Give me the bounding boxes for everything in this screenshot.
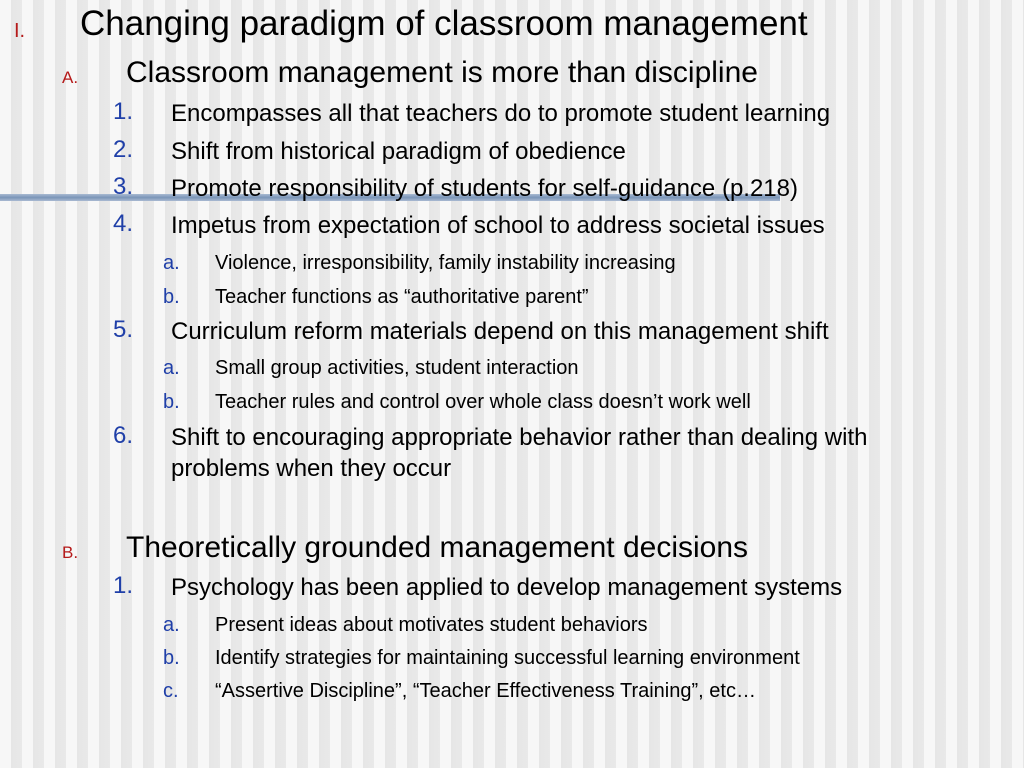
sub-list-item-marker: a. xyxy=(163,614,180,636)
list-item-marker: 5. xyxy=(113,316,134,343)
sub-list-item-marker: c. xyxy=(163,680,179,702)
list-item-text-line-2: problems when they occur xyxy=(171,455,452,482)
sub-list-item-text: Teacher rules and control over whole class doesn’t work well xyxy=(215,391,751,413)
section-b-marker: B. xyxy=(62,543,79,562)
sub-list-item-text: Present ideas about motivates student behaviors xyxy=(215,614,648,636)
list-item-text-line-1: Shift to encouraging appropriate behavior rather than dealing with xyxy=(171,424,868,451)
list-item-text: Shift from historical paradigm of obedience xyxy=(171,138,626,165)
list-item-marker: 1. xyxy=(113,572,134,599)
sub-list-item-text: Violence, irresponsibility, family instability increasing xyxy=(215,252,676,274)
section-b-text: Theoretically grounded management decisions xyxy=(126,531,749,564)
section-a-marker: A. xyxy=(62,68,79,87)
sub-list-item-text: Small group activities, student interaction xyxy=(215,357,579,379)
list-item-marker: 4. xyxy=(113,210,134,237)
heading-text: Changing paradigm of classroom management xyxy=(80,4,808,43)
list-item-marker: 2. xyxy=(113,136,134,163)
sub-list-item-marker: a. xyxy=(163,252,180,274)
list-item-marker: 3. xyxy=(113,173,134,200)
sub-list-item-text: Teacher functions as “authoritative parent” xyxy=(215,286,589,308)
list-item-text: Promote responsibility of students for self-guidance (p.218) xyxy=(171,175,798,202)
list-item-text: Impetus from expectation of school to address societal issues xyxy=(171,212,825,239)
sub-list-item-text: Identify strategies for maintaining successful learning environment xyxy=(215,647,800,669)
sub-list-item-marker: b. xyxy=(163,647,180,669)
section-a-text: Classroom management is more than discipline xyxy=(126,56,758,89)
sub-list-item-marker: b. xyxy=(163,286,180,308)
sub-list-item-marker: b. xyxy=(163,391,180,413)
list-item-text: Encompasses all that teachers do to promote student learning xyxy=(171,100,831,127)
list-item-marker: 1. xyxy=(113,98,134,125)
sub-list-item-text: “Assertive Discipline”, “Teacher Effectiveness Training”, etc… xyxy=(215,680,756,702)
sub-list-item-marker: a. xyxy=(163,357,180,379)
list-item-text: Psychology has been applied to develop management systems xyxy=(171,574,843,601)
list-item-text: Curriculum reform materials depend on this management shift xyxy=(171,318,829,345)
list-item-marker: 6. xyxy=(113,422,134,449)
heading-marker: I. xyxy=(14,20,26,42)
